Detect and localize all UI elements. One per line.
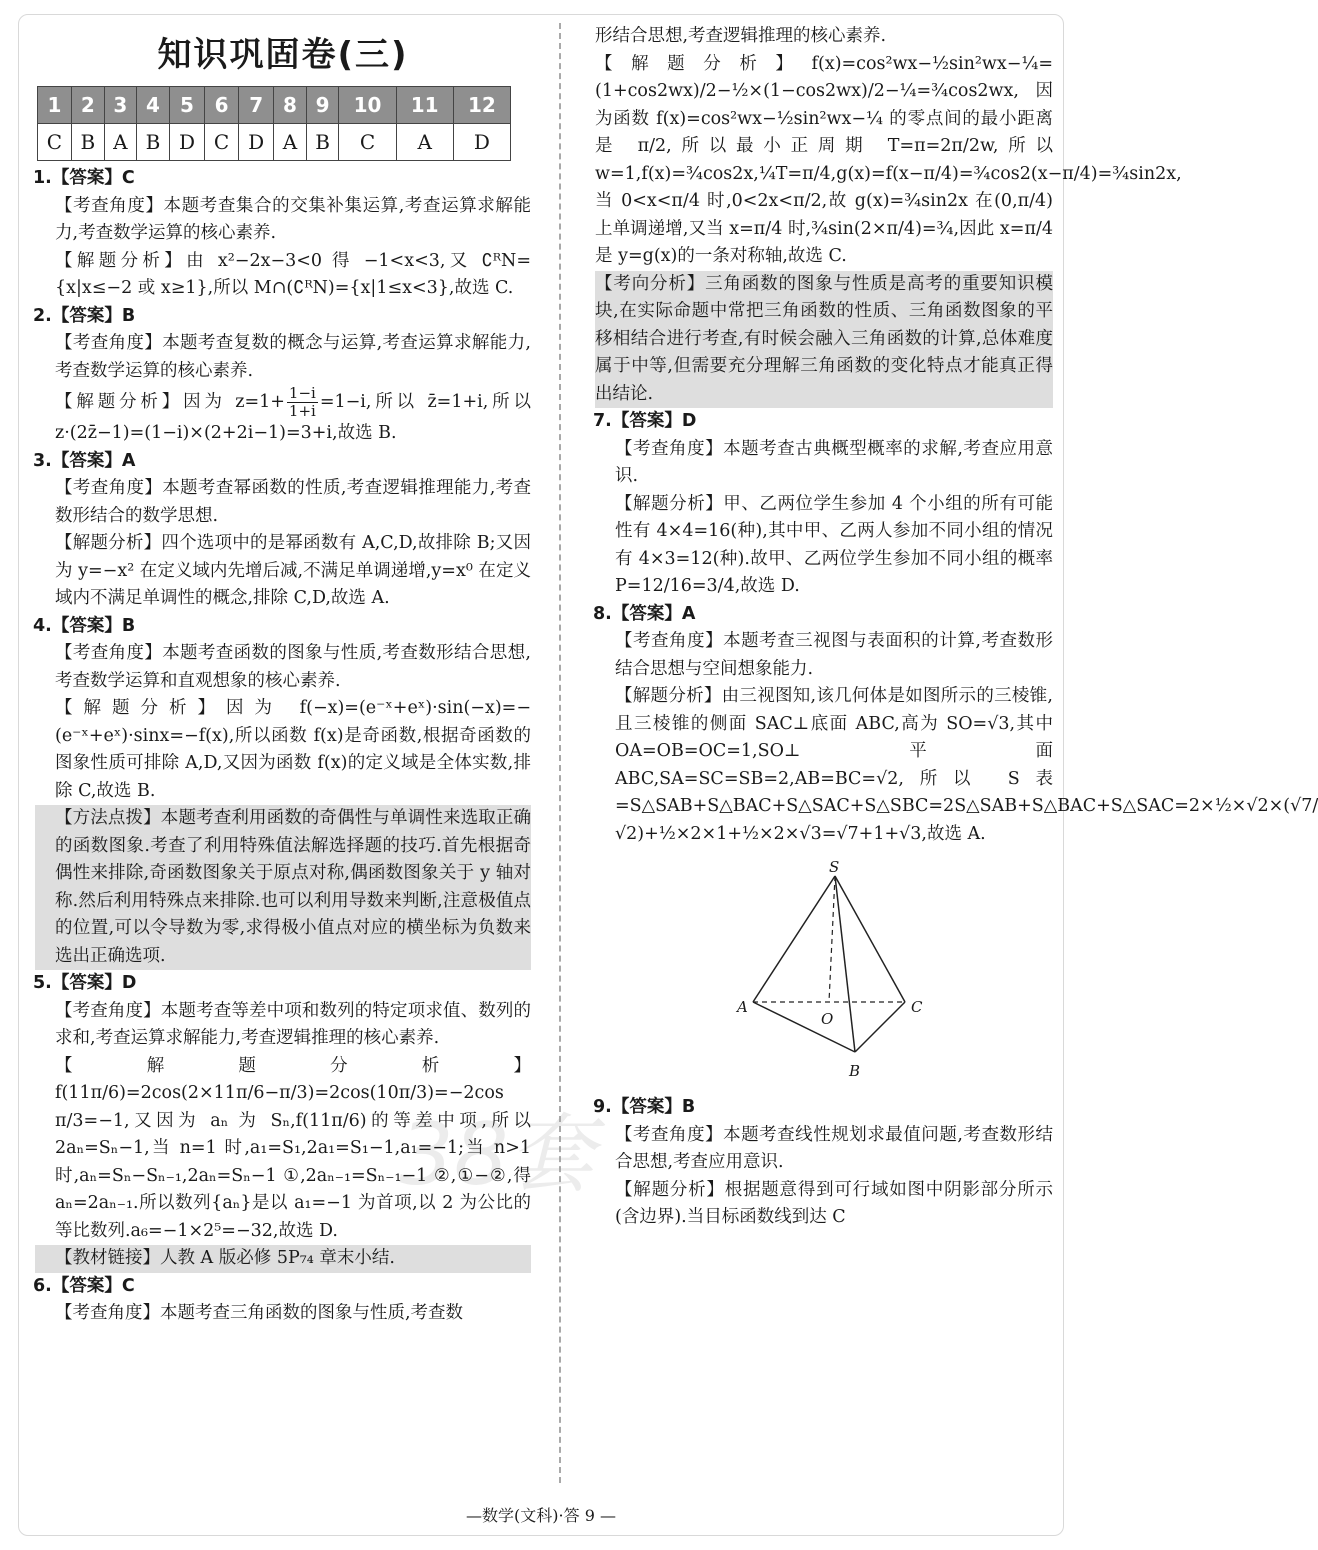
answer-number-cell: 9 [306, 87, 339, 124]
q8-angle: 【考查角度】本题考查三视图与表面积的计算,考查数形结合思想与空间想象能力. [615, 631, 1053, 679]
edge-SA [753, 876, 835, 1002]
pyramid-diagram [595, 854, 1053, 1094]
q7-angle: 【考查角度】本题考查古典概型概率的求解,考查应用意识. [615, 438, 1053, 486]
question-9 [595, 1094, 1053, 1232]
question-6 [35, 1273, 531, 1328]
question-1 [35, 165, 531, 303]
question-6-continued [595, 23, 1182, 408]
left-column [35, 19, 531, 1328]
label-C: C [911, 998, 923, 1016]
q2-analysis-part1: 【解题分析】因为 z=1+ [55, 392, 285, 412]
q3-analysis: 【解题分析】四个选项中的是幂函数有 A,C,D,故排除 B;又因为 y=−x² 在定义域内先增后减,不满足单调递增,y=x⁰ 在定义域内不满足单调性的概念,排除 C,D,故选 A. [55, 533, 531, 608]
answer-number-cell: 5 [169, 87, 204, 124]
q7-answer: 7.【答案】D [593, 411, 697, 431]
answer-letter-cell: B [306, 124, 339, 161]
answer-number-cell: 11 [396, 87, 453, 124]
answer-table [37, 86, 511, 161]
label-A: A [737, 998, 748, 1016]
edge-AB [753, 1002, 855, 1052]
answer-number-cell: 8 [274, 87, 306, 124]
edge-BC [855, 1002, 905, 1052]
watermark: 38套 [399, 1105, 595, 1205]
answer-letter-cell: B [137, 124, 170, 161]
q6-angle-cont: 形结合思想,考查逻辑推理的核心素养. [595, 26, 887, 46]
edge-SB [835, 876, 855, 1052]
answer-number-cell: 4 [137, 87, 170, 124]
question-4 [35, 613, 531, 971]
answer-letter-cell: B [71, 124, 104, 161]
answer-number-cell: 10 [339, 87, 396, 124]
label-S: S [829, 858, 840, 876]
label-O: O [821, 1010, 834, 1028]
q6-trend-analysis: 【考向分析】三角函数的图象与性质是高考的重要知识模块,在实际命题中常把三角函数的性质、三角函数图象的平移相结合进行考查,有时候会融入三角函数的计算,总体难度属于中等,但需要充分理解三角函数的变化特点才能真正得出结论. [595, 271, 1053, 409]
answer-number-cell: 2 [71, 87, 104, 124]
column-divider [559, 23, 561, 1483]
q2-angle: 【考查角度】本题考查复数的概念与运算,考查运算求解能力,考查数学运算的核心素养. [55, 333, 531, 381]
q5-textbook-link: 【教材链接】人教 A 版必修 5P₇₄ 章末小结. [35, 1245, 531, 1273]
question-3 [35, 448, 531, 613]
q9-answer: 9.【答案】B [593, 1097, 696, 1117]
question-2 [35, 303, 531, 448]
q2-fraction-num: 1−i [288, 384, 316, 402]
answer-letter-cell: C [205, 124, 239, 161]
q4-answer: 4.【答案】B [33, 615, 136, 636]
q1-angle: 【考查角度】本题考查集合的交集补集运算,考查运算求解能力,考查数学运算的核心素养. [55, 195, 531, 243]
q6-analysis: 【解题分析】f(x)=cos²wx−½sin²wx−¼=(1+cos2wx)/2−½×(1−cos2wx)/2−¼=¾cos2wx,因为函数 f(x)=cos²wx−½sin²wx−¼ 的零点间的最小距离是 π/2,所以最小正周期 T=π=2π/2w,所以 w=1,f(x)=¾cos2x,¼T=π/4,g(x)=f(x−π/4)=¾cos2(x−π/4)=¾sin2x,当 0<x<π/4 时,0<2x<π/2,故 g(x)=¾sin2x 在(0,π/4)上单调递增,又当 x=π/4 时,¾sin(2×π/4)=¾,因此 x=π/4 是 y=g(x)的一条对称轴,故选 C. [595, 53, 1182, 266]
answer-number-cell: 7 [239, 87, 274, 124]
q2-analysis-part2: =1−i,所以 z̄=1+i,所以 z·(2z̄−1)=(1−i)×(2+2i−1)=3+i,故选 B. [55, 392, 531, 443]
edge-SC [835, 876, 905, 1002]
q3-answer: 3.【答案】A [33, 450, 136, 471]
page [18, 14, 1318, 1536]
q9-analysis: 【解题分析】根据题意得到可行域如图中阴影部分所示(含边界).当目标函数线到达 C [615, 1179, 1053, 1227]
right-column [593, 23, 1318, 1232]
q5-answer: 5.【答案】D [33, 973, 137, 993]
question-8 [593, 601, 1318, 1095]
answer-number-cell: 12 [453, 87, 510, 124]
q6-angle: 【考查角度】本题考查三角函数的图象与性质,考查数 [55, 1303, 464, 1323]
answer-letter-cell: A [274, 124, 306, 161]
q4-method-tip: 【方法点拨】本题考查利用函数的奇偶性与单调性来选取正确的函数图象.考查了利用特殊值法解选择题的技巧.首先根据奇偶性来排除,奇函数图象关于原点对称,偶函数图象关于 y 轴对称.然后利用特殊点来排除.也可以利用导数来判断,注意极值点的位置,可以令导数为零,求得极小值点对应的横坐标为负数来选出正确选项. [35, 805, 531, 970]
page-title: 知识巩固卷(三) [157, 35, 409, 75]
question-7 [595, 408, 1053, 601]
q4-angle: 【考查角度】本题考查函数的图象与性质,考查数形结合思想,考查数学运算和直观想象的核心素养. [55, 643, 531, 691]
q8-analysis: 【解题分析】由三视图知,该几何体是如图所示的三棱锥,且三棱锥的侧面 SAC⊥底面 ABC,高为 SO=√3,其中 OA=OB=OC=1,SO⊥平面 ABC,SA=SC=SB=2,AB=BC=√2,所以 S表=S△SAB+S△BAC+S△SAC+S△SBC=2S△SAB+S△BAC+S△SAC=2×½×√2×(√7/√2)+½×2×1+½×2×√3=√7+1+√3,故选 A. [615, 686, 1318, 844]
answer-letter-cell: D [453, 124, 510, 161]
q2-analysis [35, 385, 531, 448]
answer-table-answers [38, 124, 511, 161]
q5-angle: 【考查角度】本题考查等差中项和数列的特定项求值、数列的求和,考查运算求解能力,考查逻辑推理的核心素养. [55, 1000, 531, 1048]
q6-answer: 6.【答案】C [33, 1275, 135, 1296]
answer-number-cell: 3 [104, 87, 136, 124]
q2-answer: 2.【答案】B [33, 305, 136, 326]
q8-answer: 8.【答案】A [593, 603, 696, 624]
answer-letter-cell: A [396, 124, 453, 161]
answer-letter-cell: D [239, 124, 274, 161]
edge-SO [829, 876, 835, 1002]
q1-answer: 1.【答案】C [33, 168, 135, 188]
answer-letter-cell: D [169, 124, 204, 161]
pyramid-figure [595, 854, 1053, 1094]
answer-table-numbers [38, 87, 511, 124]
q3-angle: 【考查角度】本题考查幂函数的性质,考查逻辑推理能力,考查数形结合的数学思想. [55, 478, 531, 526]
q1-analysis: 【解题分析】由 x²−2x−3<0 得 −1<x<3,又 ∁ᴿN={x|x≤−2 或 x≥1},所以 M∩(∁ᴿN)={x|1≤x<3},故选 C. [55, 250, 531, 298]
page-footer: —数学(文科)·答 9 — [466, 1506, 616, 1525]
q4-analysis: 【解题分析】因为 f(−x)=(e⁻ˣ+eˣ)·sin(−x)=−(e⁻ˣ+eˣ)·sinx=−f(x),所以函数 f(x)是奇函数,根据奇函数的图象性质可排除 A,D,又因为函数 f(x)的定义域是全体实数,排除 C,故选 B. [55, 698, 531, 801]
answer-number-cell: 1 [38, 87, 72, 124]
q5-analysis: 【解题分析】f(11π/6)=2cos(2×11π/6−π/3)=2cos(10π/3)=−2cos π/3=−1,又因为 aₙ 为 Sₙ,f(11π/6)的等差中项,所以 2aₙ=Sₙ−1,当 n=1 时,a₁=S₁,2a₁=S₁−1,a₁=−1;当 n>1 时,aₙ=Sₙ−Sₙ₋₁,2aₙ=Sₙ−1 ①,2aₙ₋₁=Sₙ₋₁−1 ②,①−②,得 aₙ=2aₙ₋₁.所以数列{aₙ}是以 a₁=−1 为首项,以 2 为公比的等比数列.a₆=−1×2⁵=−32,故选 D. [55, 1055, 531, 1241]
question-5 [35, 970, 531, 1273]
answer-letter-cell: C [339, 124, 396, 161]
q7-analysis: 【解题分析】甲、乙两位学生参加 4 个小组的所有可能性有 4×4=16(种),其中甲、乙两人参加不同小组的情况有 4×3=12(种).故甲、乙两位学生参加不同小组的概率 P=12/16=3/4,故选 D. [615, 493, 1053, 596]
q9-angle: 【考查角度】本题考查线性规划求最值问题,考查数形结合思想,考查应用意识. [615, 1124, 1053, 1172]
q2-fraction [287, 385, 318, 420]
answer-number-cell: 6 [205, 87, 239, 124]
q2-fraction-den: 1+i [288, 402, 316, 420]
answer-letter-cell: A [104, 124, 136, 161]
label-B: B [849, 1062, 861, 1080]
answer-letter-cell: C [38, 124, 72, 161]
